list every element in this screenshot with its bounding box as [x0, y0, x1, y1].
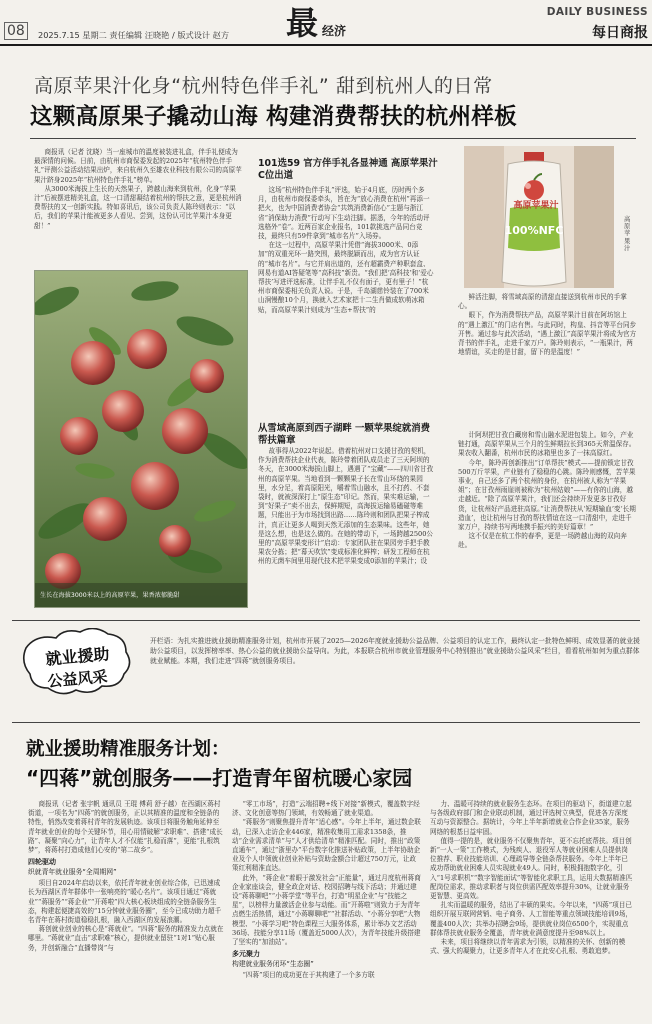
- story2-column-1: [28, 800, 224, 953]
- story1-section2-title: 101选59 官方伴手礼各显神通 高原苹果汁C位出道: [258, 158, 438, 181]
- story2-subhead: 四轮驱动: [28, 858, 56, 867]
- body-paragraph: 此外，“蒋企业”着眼于激发社会“正能量”，通过月度杭州蒋商企业家座谈会，健全政企对话、校园招聘与线下活动；并通过建设“蒋蒋聊吧”“小蒋学堂”等平台，打造“明星企业”与“技能之星”，以榜样力量激活企业参与动能。而“开蒋啦”则致力于为青年点燃生活热情，通过“小蒋聊聊吧”“社群活动、“小蒋分享吧”大物模型、“小蒋学习吧”特色课程三大服务体系，累计举办文艺活动36场、技能分享11场（覆盖近5000人次），为青年技能升级搭建了坚实的“加油站”。: [232, 873, 421, 947]
- lead-paragraph: 从3000米海拔上生长的天然果子，跨越山海来到杭州，化身“苹果汁”后被摆进精美礼盒，这一口清甜凝结着杭州的帮扶之意，更是杭州消费帮扶的又一创新实践。特如喜讯后，该公司负责人陈玲则表示：“以后，我们的苹果汁能被更多人看见、尝到，这份认可比苹果汁本身更甜！”: [34, 184, 242, 230]
- body-paragraph: “四蒋”项目的成功更在于其构建了一个多方联: [242, 971, 375, 980]
- section-name: 经济: [322, 24, 347, 38]
- masthead: [0, 0, 652, 46]
- badge-illustration: [16, 628, 136, 698]
- story1-section3-body: [258, 447, 434, 567]
- body-paragraph: 项目自2024年启动以来，依托青年就业创业综合体，已迅速成长为西湖区青年群体中一张响亮的“暖心名片”。该项目通过“蒋就业”“蒋服务”“蒋企业”“开蒋啦”四大核心板块组成的全链条服务生态，构建起便捷高效的“15分钟就业服务圈”，至今已成功助力超千名青年在蒋村街道稳稳扎根，融入西湖区的发展浪潮。: [28, 879, 222, 925]
- story2-subhead-sub: 构建就业服务闭环“生态圈”: [232, 960, 314, 969]
- body-paragraph: 故事得从2022年说起。借着杭州对口支援甘孜的契机，作为消费帮扶企业代表，陈玲带着团队成员走了三天阿坝的冬天，在3000米海拔山脚上，遇遇了“宝藏”——四川省甘孜州的高原苹果。当地看到一颗颗果子长在雪山环绕的果园里，水分足，着高原阳光，嚼着雪山融水，且不打药、不套袋时，就被深深打上“原生态”印记。然而，果实难运输，一到“好果子”卖不出去，保鲜期短，高海拔运输易磕碰等难题，只能出于为市场找到出路……陈玲则和团队把果子榨成汁，真正让更多人喝到天然无添加的生态果味。这些年，她是这么想，也是这么做的。在她的带动下，一场跨越2500公里的“高原苹果变形计”启动：专家团队驻在果园旁手把手教果农分拣；把“幕天吹饮”变成标准化鲜榨；研发工程师在杭州的无菌车间里用现代技术把苹果变成0添加的苹果汁；设: [258, 447, 434, 566]
- body-paragraph: 这场“杭州特色伴手礼”评选，始于4月底，历时两个多月，由杭州市商保委牵头，旨在为“放心消费在杭州”再添一把火，也为中国消费者协会“共筑消费新信心”主题与浙江省“消保助力消费”行动写下生动注脚。据悉，今年的活动评选格外“卷”。近两百家企业报名，101款挑选产品同台竞技，最终只有59件拿到“城市名片”入场券。: [258, 186, 430, 241]
- band-bottom-divider: [12, 722, 640, 723]
- section-logo-big: 最: [286, 4, 319, 42]
- lead-paragraph: 商报讯（记者 沈晓）当一座城市的温度被装进礼盒，伴手礼便成为最深情的问候。日前，由杭州市商保委发起的2025年“杭州特色伴手礼”评测公益活动结果出炉，来自杭州久至雄农业科技有限公司的高原苹果汁跻身2025年“杭州特色伴手礼”榜单。: [34, 148, 242, 184]
- body-paragraph: 扎实而温暖的服务，结出了丰硕的果实。今年以来，“四蒋”项目已组织开展互联网营销、电子商务、人工智能等重点领域技能培训9场，覆盖400人次；共举办招聘会9场，提供就业岗位6500个，实现重点群体帮扶就业服务全覆盖，青年就业满意度提升至98%以上。: [430, 901, 633, 937]
- body-paragraph: 蒋创就业创业的核心是“蒋就业”。“四蒋”服务的精准发力点就在哪里。“蒋就业”直击“求职难”核心，提供就业留驻“1对1”贴心服务，并创新融合“直播带岗”与: [28, 925, 224, 952]
- apple-juice-photo: [464, 146, 614, 288]
- story2-column-2: [232, 800, 422, 980]
- body-paragraph: 值得一提的是，就业服务不仅聚焦青年，更不忘托底帮扶。项目创新“一人一策”工作模式，为残疾人、退役军人等就业困难人员提供岗位推荐、职业技能培训、心理疏导等全链条帮扶服务。今年上半年已成功帮助就业困难人员实现就业49人。同时，积极拥抱数字化，引入“1号求职机”“数字智能面试”等智能化求职工具，运用大数据精准匹配岗位需求，推动求职者与岗位供需匹配效率提升30%，让就业服务更智慧、更高效。: [430, 836, 633, 901]
- body-paragraph: 今年，陈玲再创新推出“订单帮扶”模式——提前锁定甘孜500万斤苹果，产业链有了稳稳的心跳。陈玲则感慨，苦苹果事业，自己还多了两个杭州的身份，在杭州被人称为“苹果姐”；在甘孜州雨崖则被称为“杭州姑娘”——有你的山海，越走越近。“除了高原苹果汁，我们还会持续开发更多甘孜好货，让杭州好产品进驻高原。”让消费帮扶从‘短期输血’变‘长期造血’，也让杭州与甘孜的帮扶情谊在这一口清甜中，走进千家万户，持续书写两地携手振兴的美好篇章！”: [458, 458, 636, 532]
- story2-subhead-sub: 织就青年就业服务“全周期网”: [28, 868, 117, 877]
- body-paragraph: “零工市场”，打造“云端招聘+线下对接”新模式，覆盖数字经济、文化创意等热门领域，有效畅通了就业渠道。: [232, 800, 420, 818]
- story2-subhead: 多元聚力: [232, 950, 260, 959]
- story1-continued-top: [458, 293, 638, 357]
- story1-subheadline: 高原苹果汁化身“杭州特色伴手礼” 甜到杭州人的日常: [34, 75, 493, 97]
- story2-column-3: [430, 800, 634, 956]
- juice-label-text: 高原苹果汁: [513, 201, 559, 211]
- body-paragraph: 计阿坝把甘孜白藏房和雪山融水泥进包装上。如今，产业链打通，高原苹果从三个月的生鲜期拉长到365天常温保存。果农收入翻番，杭州市民的冰箱里也多了一抹高原红。: [458, 431, 636, 458]
- story1-section2-body: [258, 186, 434, 315]
- body-paragraph: 商报讯（记者 张宇帆 通讯员 王琨 傅莉 舒子越）在西湖区蒋村街道，一项名为“四蒋”的就创服务，正以其精准的温度和全链条的特性，悄然改变着蒋村青年的发展轨迹。该项目将服务触角延伸至青年就业创业的每个关键环节，用心用情破解“求职难”、搭建“成长路”、凝聚“向心力”，让青年人才不仅能“扎稳而落”，更能“扎根筑梦”，将蒋村打造成他们心安的“第二故乡”。: [28, 800, 223, 855]
- story2-headline-line1: 就业援助精准服务计划：: [26, 739, 230, 760]
- body-paragraph: 眼下，作为消费帮扶产品，高原苹果汁目前在阿坊馆上的“遇上激江”的门店有售。与此同时，构皇、抖音等平台同步开售。通过参与此次活动，“遇上激江”高原苹果汁将成为官方背书的伴手礼，走进千家万户。陈玲则表示，“一瓶果汁，两地情谊，买走的是甘甜，留下的是温度！”: [458, 311, 637, 357]
- page-number: 08: [4, 22, 28, 40]
- body-paragraph: 力、温暖可持续的就业服务生态环。在项目的驱动下，街道建立起与各级政府部门和企业联动机制，通过评选树立典型，促进各方深度互动与资源整合。据统计，今年上半年新增就业合作企业35家，服务网络的根基日益牢固。: [430, 800, 632, 836]
- badge-line1: 就业援助: [44, 644, 111, 669]
- story2-headline-line2: “四蒋”就创服务——打造青年留杭暖心家园: [26, 766, 413, 790]
- band-top-divider: [12, 620, 640, 621]
- body-paragraph: 未来，项目将继续以青年需求为引领，以精准的关怀、创新的模式、强大的凝聚力，让更多青年人才在此安心扎根、勇敢追梦。: [430, 938, 626, 956]
- masthead-english: DAILY BUSINESS: [546, 6, 648, 18]
- apple-photo-caption: 生长在海拔3000米以上的高原苹果，果香浓郁脆甜: [40, 592, 180, 599]
- body-paragraph: 鲜活注脚，将雪域高原的清甜直接送到杭州市民的手掌心。: [458, 293, 627, 311]
- body-paragraph: 在这一过程中，高原苹果汁凭借“海拔3000米、0添加”的双重光环一路突围，最终脱颖而出，成为官方认证的“城市名片”。与它并肩出道的，还有超霸费产种职套盒、网易有道AI答疑笔等“高科技”新贵。“我们把‘高科技’和‘爱心帮扶’写进评选标准，让伴手礼不仅有面子，更有里子！”杭州市商保委相关负责人说。于是，千岛湖慈铃装在了700米山涧慢酿10个月，换就入艺术家把十二生肖做成软萌冰箱贴，而高原苹果汁则成为“生态+帮扶”的: [258, 241, 434, 314]
- apple-orchard-photo: [34, 270, 248, 608]
- juice-photo-caption: 高原苹果汁: [624, 216, 631, 252]
- column-badge: [16, 628, 136, 698]
- column-intro: 开栏语：为扎实推进就业援助精准服务计划，杭州市开展了2025—2026年度就业援助公益品牌、公益项目的认定工作，最终认定一批特色鲜明、成效显著的就业援助公益项目，以发挥榜率率、热心公益的就业援助公益导向。为此，本报联合杭州市就业管理服务中心特别推出“就业援助公益风采”栏目，看看杭州如何为重点群体就业赋能。本期，我们走进“四蒋”就创服务项目。: [150, 637, 640, 665]
- headline-divider: [30, 138, 636, 139]
- story1-headline: 这颗高原果子撬动山海 构建消费帮扶的杭州样板: [30, 104, 517, 130]
- masthead-brand: 每日商报: [592, 25, 648, 41]
- body-paragraph: 这不仅是在杭工作的春季，更是一场跨越山海的双向奔赴。: [458, 532, 627, 550]
- story1-section3-title: 从雪域高原到西子湖畔 一颗苹果绽就消费帮扶篇章: [258, 423, 431, 446]
- body-paragraph: “蒋服务”则聚焦提升青年“适心感”。今年上半年，通过数企联动，已深入走访企业446家，精准收集用工需求1358条，推动“企业需求清单”与“人才供给清单”精准匹配。同时，推出“政策直通车”，通过“浙里办”平台数字化推送补贴政策，上半年协助企业及个人申领就业创业补贴与资助金额合计超过750万元，让政策红利精准直达。: [232, 818, 421, 873]
- story1-lead: [34, 148, 244, 231]
- apple-photo-illustration: [35, 271, 247, 607]
- date-line: 2025.7.15 星期二 责任编辑 汪晓艳 / 版式设计 赵方: [38, 30, 230, 40]
- story1-continued-bottom: [458, 431, 638, 551]
- juice-badge-text: 100%NFC: [504, 224, 564, 237]
- badge-line2: 公益风采: [46, 667, 109, 691]
- juice-pouch-illustration: [464, 146, 614, 288]
